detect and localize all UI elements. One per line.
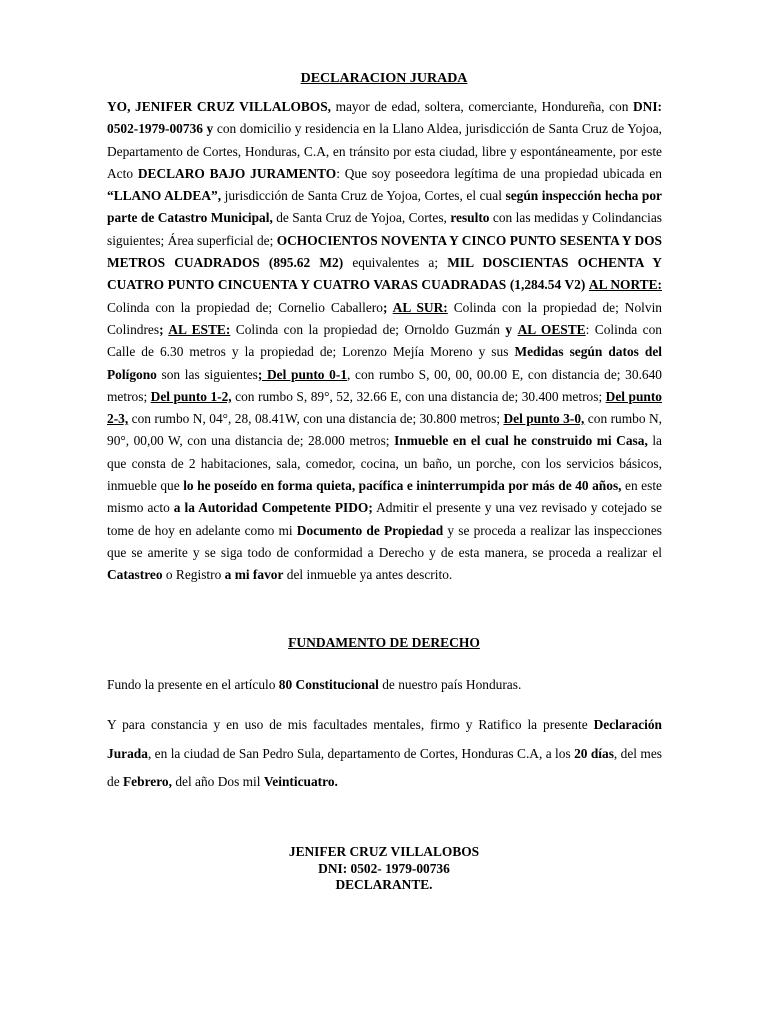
area-square-meters: OCHOCIENTOS NOVENTA Y CINCO PUNTO SESENTA Y DOS METROS CUADRADOS (895.62 M2) [107, 232, 662, 271]
body-text-segment: o Registro [162, 567, 225, 583]
polygon-measures-label: Medidas según datos del Polígono [107, 344, 662, 382]
body-text-segment: mayor de edad, soltera, comerciante, Hondureña, con [331, 99, 633, 114]
body-text-segment: con las medidas y Colindancias siguientes; Área superficial de; [107, 210, 662, 248]
area-square-varas: MIL DOSCIENTAS OCHENTA Y CUATRO PUNTO CINCUENTA Y CUATRO VARAS CUADRADAS (1,284.54 V2) [107, 255, 662, 293]
document-title: DECLARACION JURADA [300, 71, 468, 86]
declaration-paragraph [107, 96, 662, 587]
body-text-segment: con rumbo S, 89°, 52, 32.66 E, con una distancia de; 30.400 metros; [231, 388, 606, 404]
body-text-segment: con domicilio y residencia en la Llano Aldea, jurisdicción de Santa Cruz de Yojoa, Departamento de Cortes, Honduras, C.A, en tránsito por esta ciudad, libre y espontáneamente, por este Acto [107, 121, 662, 181]
separator-text: ; [159, 321, 169, 337]
segment-2-3-label: Del punto 2-3, [107, 388, 662, 427]
body-text-segment: jurisdicción de Santa Cruz de Yojoa, Cortes, el cual [221, 188, 506, 204]
body-text-segment: Colinda con la propiedad de; Cornelio Caballero [107, 299, 383, 315]
separator-text: ; [382, 299, 393, 315]
boundary-south-label: AL SUR: [392, 299, 448, 315]
signature-role: DECLARANTE. [335, 877, 433, 892]
attestation-text: , en la ciudad de San Pedro Sula, departamento de Cortes, Honduras C.A, a los [147, 745, 575, 761]
signature-block [0, 844, 768, 894]
signature-name: JENIFER CRUZ VILLALOBOS [288, 844, 480, 859]
body-text-segment: Colinda con la propiedad de; Ornoldo Guzmán [230, 321, 506, 337]
body-text-segment: de Santa Cruz de Yojoa, Cortes, [272, 210, 451, 226]
body-text-segment: , con rumbo S, 00, 00, 00.00 E, con distancia de; 30.640 metros; [107, 366, 663, 404]
signature-dni: DNI: 0502- 1979-00736 [318, 860, 450, 876]
legal-basis-text: Fundo la presente en el artículo [107, 677, 279, 692]
boundary-east-label: AL ESTE: [168, 321, 231, 337]
declaration-body [107, 96, 662, 587]
legal-basis-text: de nuestro país Honduras. [378, 677, 522, 692]
constitutional-article: 80 Constitucional [278, 677, 379, 692]
house-statement: Inmueble en el cual he construido mi Casa, [394, 433, 648, 449]
body-text-segment: la que consta de 2 habitaciones, sala, comedor, cocina, un baño, un porche, con los servicios básicos, inmueble que [107, 433, 662, 494]
body-text-segment: con rumbo N, 90°, 00,00 W, con una distancia de; 28.000 metros; [107, 411, 662, 449]
body-text-segment: y se proceda a realizar las inspecciones que se amerite y se siga todo de conformidad a Derecho y de esta manera, se proceda a realizar el [107, 522, 663, 560]
body-text-segment: del inmueble ya antes descrito. [283, 567, 453, 583]
segment-0-1-label: ; Del punto 0-1 [257, 366, 348, 382]
legal-basis-paragraph [107, 674, 662, 696]
body-text-segment: son las siguientes [156, 366, 258, 382]
possession-statement: lo he poseído en forma quieta, pacífica e ininterrumpida por más de 40 años, [183, 478, 622, 494]
in-favor-label: a mi favor [224, 567, 284, 583]
segment-3-0-label: Del punto 3-0, [503, 411, 585, 427]
boundary-north-label: AL NORTE: [588, 277, 662, 293]
oath-statement: DECLARO BAJO JURAMENTO [137, 165, 337, 181]
date-month: Febrero, [123, 774, 172, 789]
attestation-text: , del mes de [107, 745, 662, 789]
cadastre-label: Catastreo [107, 567, 163, 583]
body-text-segment: Colinda con la propiedad de; Nolvin Colindres [107, 299, 662, 337]
property-location: “LLANO ALDEA”, [107, 188, 222, 204]
boundary-west-label: AL OESTE [517, 321, 586, 337]
segment-1-2-label: Del punto 1-2, [150, 388, 232, 404]
inspection-reference: según inspección hecha por parte de Catastro Municipal, [107, 188, 662, 226]
body-text-segment: : Que soy poseedora legítima de una propiedad ubicada en [336, 165, 663, 181]
body-text-segment: en este mismo acto [107, 478, 662, 516]
section-heading: FUNDAMENTO DE DERECHO [288, 635, 480, 650]
body-text-segment: equivalentes a; [343, 255, 448, 271]
body-text-segment: : Colinda con Calle de 6.30 metros y la propiedad de; Lorenzo Mejía Moreno y sus [107, 321, 662, 360]
attestation-paragraph [107, 711, 662, 797]
declarant-dni: DNI: 0502-1979-00736 y [107, 99, 662, 137]
attestation-text: del año Dos mil [171, 774, 264, 789]
body-text-segment: con rumbo N, 04°, 28, 08.41W, con una distancia de; 30.800 metros; [128, 411, 504, 427]
attestation-text: Y para constancia y en uso de mis facultades mentales, firmo y Ratifico la presente [107, 717, 594, 732]
date-day: 20 días [574, 745, 614, 761]
authority-request: a la Autoridad Competente PIDO; [173, 500, 373, 516]
emphasis-text: resulto [450, 210, 490, 226]
declarant-name: YO, JENIFER CRUZ VILLALOBOS, [107, 99, 332, 114]
body-text-segment: Admitir el presente y una vez revisado y cotejado se tome de hoy en adelante como mi [107, 500, 662, 538]
declaration-label: Declaración Jurada [107, 717, 662, 761]
property-document-label: Documento de Propiedad [296, 522, 444, 538]
conjunction-text: y [505, 321, 513, 337]
date-year: Veinticuatro. [263, 774, 338, 789]
